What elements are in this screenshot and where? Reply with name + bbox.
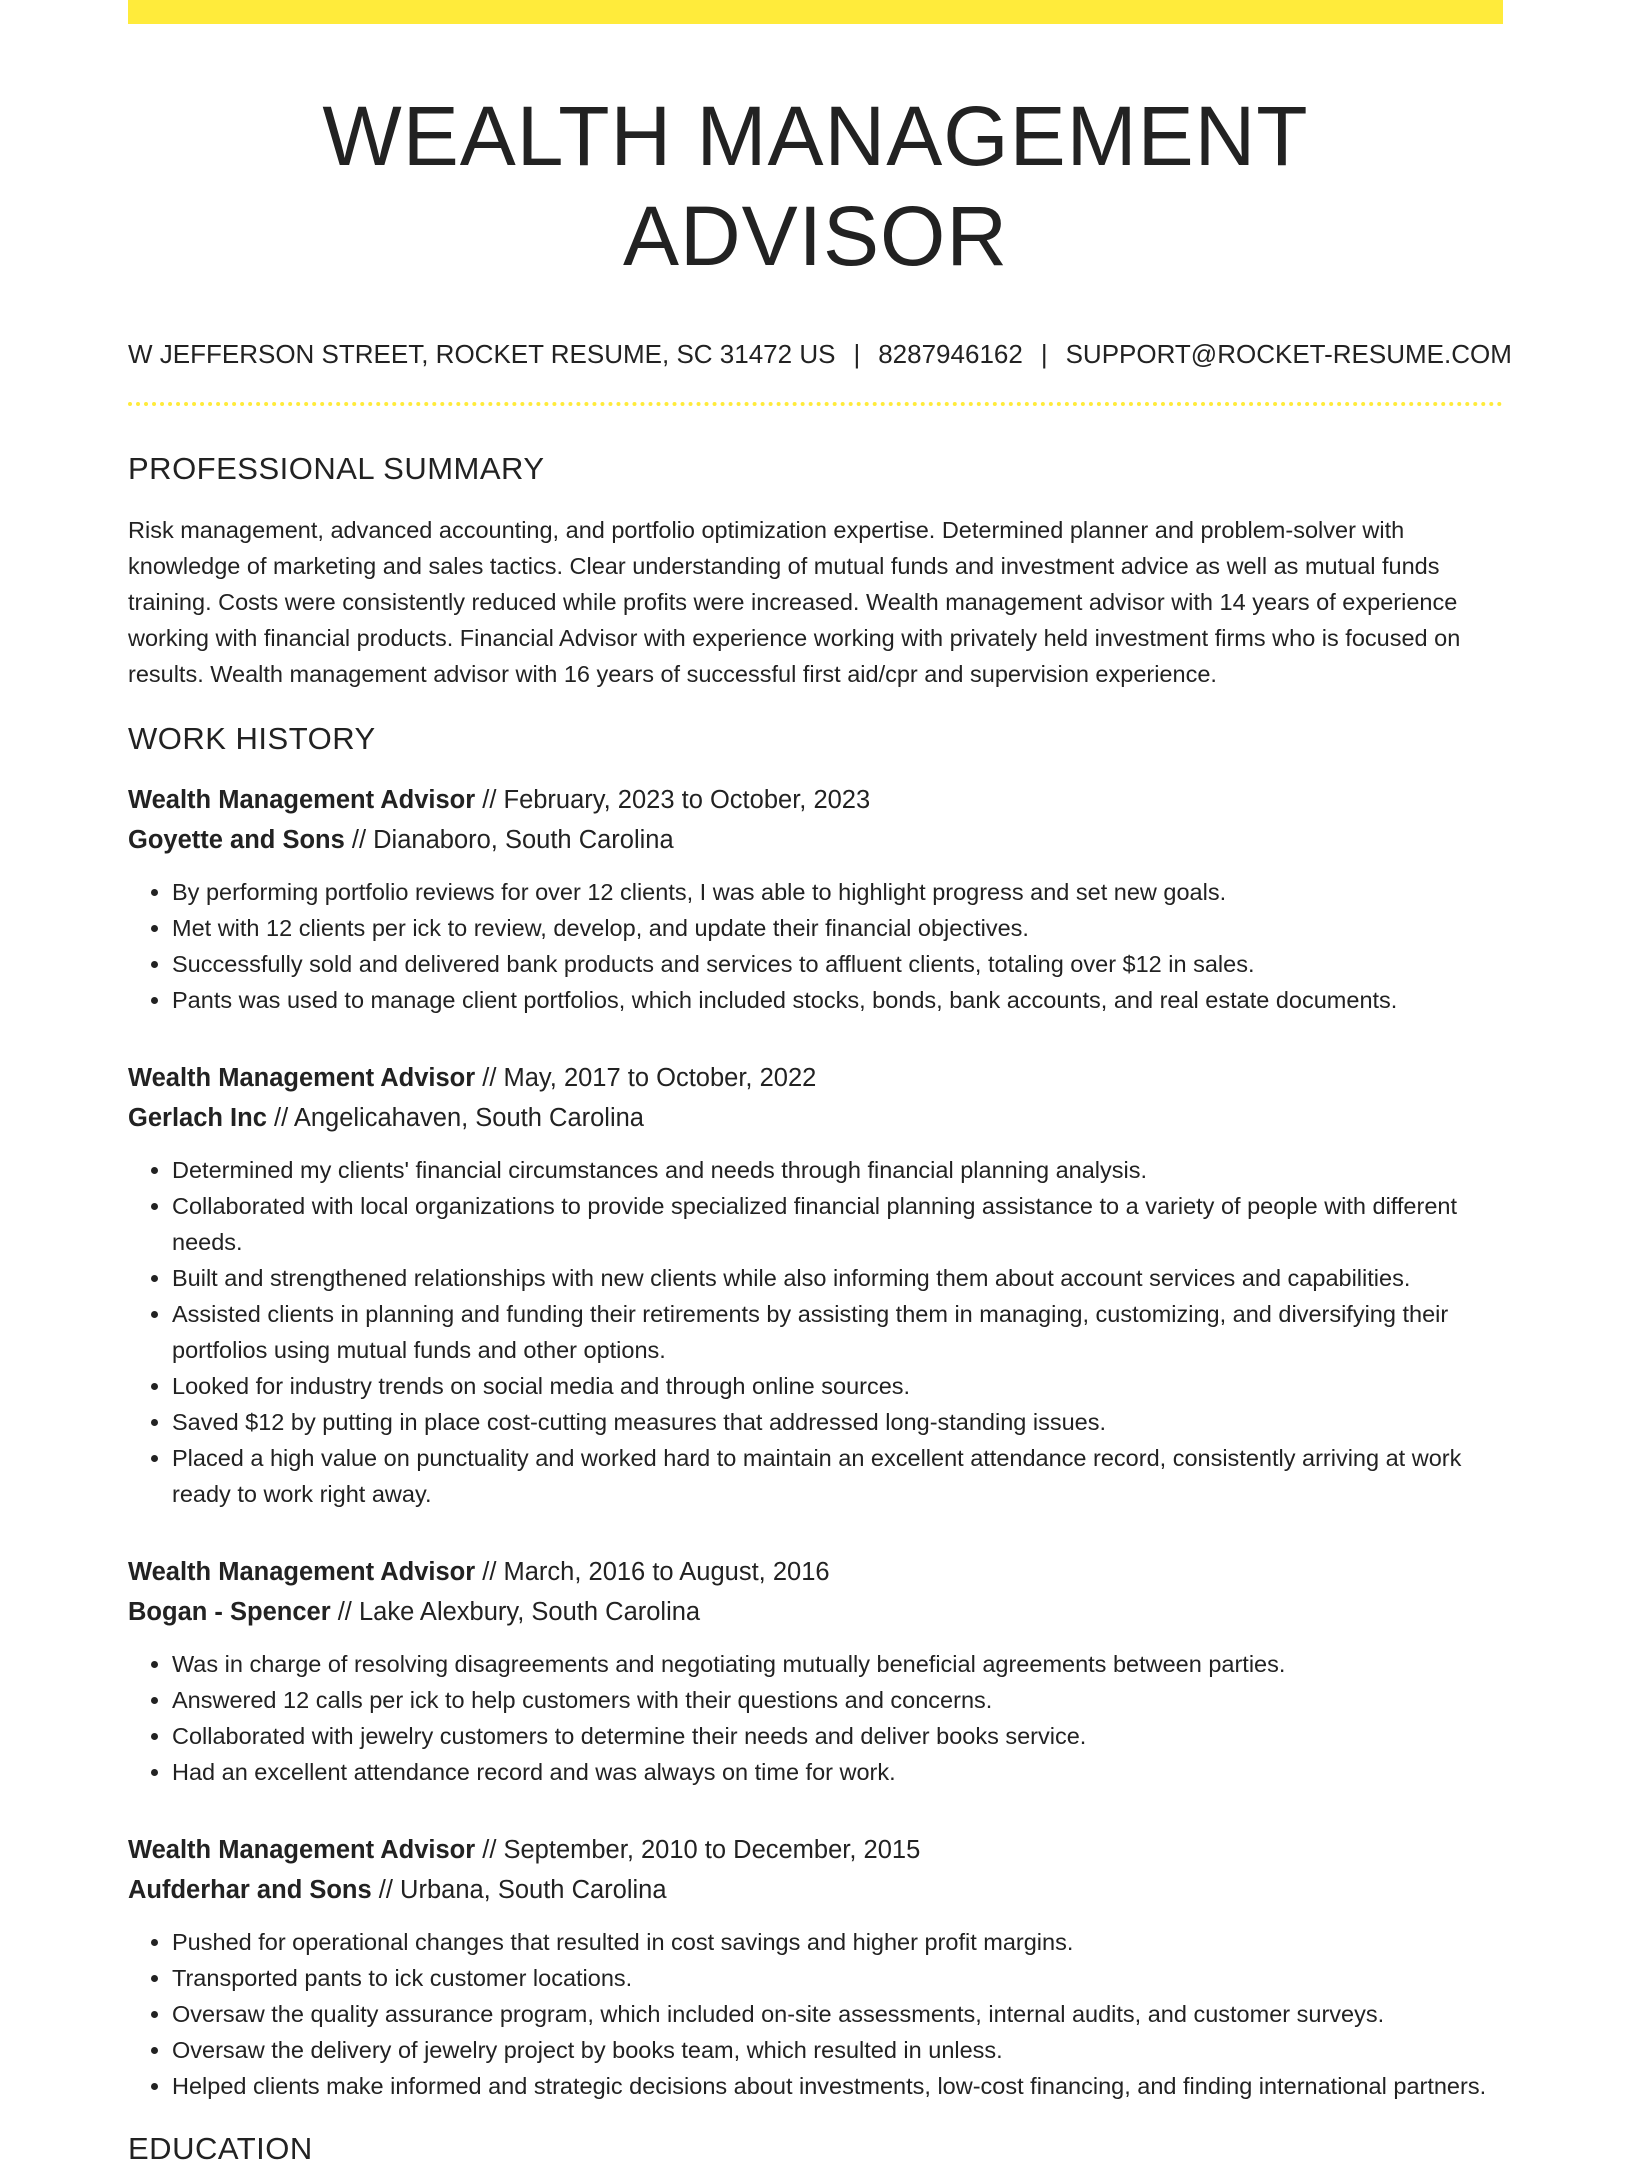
job-bullet: • Successfully sold and delivered bank products and services to affluent clients, totaling over $12 in sales. — [172, 946, 1503, 982]
job-bullet: • Oversaw the delivery of jewelry project by books team, which resulted in unless. — [172, 2032, 1503, 2068]
job-bullet: • Oversaw the quality assurance program, which included on-site assessments, internal audits, and customer surveys. — [172, 1996, 1503, 2032]
job-company-line — [128, 1870, 1503, 1910]
job-company: Gerlach Inc — [128, 1104, 267, 1132]
job-bullet: • Answered 12 calls per ick to help customers with their questions and concerns. — [172, 1682, 1503, 1718]
job-location: // Urbana, South Carolina — [371, 1876, 667, 1904]
job-company: Bogan - Spencer — [128, 1598, 331, 1626]
job-company-line — [128, 1592, 1503, 1632]
job-bullet-list — [128, 874, 1503, 1018]
job-entry — [128, 1058, 1503, 1512]
job-company-line — [128, 820, 1503, 860]
job-entry — [128, 1552, 1503, 1790]
job-entry — [128, 780, 1503, 1018]
job-bullet: • Collaborated with local organizations to provide specialized financial planning assistance to a variety of people with different needs. — [172, 1188, 1503, 1260]
job-bullet-list — [128, 1924, 1503, 2104]
job-location: // Angelicahaven, South Carolina — [266, 1104, 644, 1132]
job-bullet: • Saved $12 by putting in place cost-cutting measures that addressed long-standing issues. — [172, 1404, 1503, 1440]
job-bullet: • Assisted clients in planning and funding their retirements by assisting them in managing, customizing, and diversifying their portfolios using mutual funds and other options. — [172, 1296, 1503, 1368]
contact-phone: 8287946162 — [878, 339, 1023, 369]
job-bullet: • Pants was used to manage client portfolios, which included stocks, bonds, bank accounts, and real estate documents. — [172, 982, 1503, 1018]
contact-separator: | — [1040, 339, 1048, 369]
summary-text: Risk management, advanced accounting, and portfolio optimization expertise. Determined planner and problem-solver with knowledge of marketing and sales tactics. Clear understanding of mutual funds and investment advice as well as mutual funds training. Costs were consistently reduced while profits were increased. Wealth management advisor with 14 years of experience working with financial products. Financial Advisor with experience working with privately held investment firms who is focused on results. Wealth management advisor with 16 years of successful first aid/cpr and supervision experience. — [128, 517, 1461, 687]
job-dates: // May, 2017 to October, 2022 — [475, 1064, 817, 1092]
job-location: // Lake Alexbury, South Carolina — [330, 1598, 701, 1626]
job-role-line — [128, 780, 1503, 820]
job-dates: // September, 2010 to December, 2015 — [475, 1836, 921, 1864]
job-role-line — [128, 1830, 1503, 1870]
job-entry — [128, 1830, 1503, 2104]
job-bullet: • Pushed for operational changes that resulted in cost savings and higher profit margins. — [172, 1924, 1503, 1960]
job-role: Wealth Management Advisor — [128, 1558, 476, 1586]
job-company-line — [128, 1098, 1503, 1138]
job-bullet-list — [128, 1152, 1503, 1512]
job-bullet: • Met with 12 clients per ick to review, develop, and update their financial objectives. — [172, 910, 1503, 946]
contact-email: SUPPORT@ROCKET-RESUME.COM — [1065, 339, 1512, 369]
job-bullet: • By performing portfolio reviews for over 12 clients, I was able to highlight progress and set new goals. — [172, 874, 1503, 910]
job-bullet: • Built and strengthened relationships with new clients while also informing them about account services and capabilities. — [172, 1260, 1503, 1296]
candidate-title: WEALTH MANAGEMENT ADVISOR — [322, 89, 1309, 283]
job-bullet: • Determined my clients' financial circumstances and needs through financial planning analysis. — [172, 1152, 1503, 1188]
work-history-list — [128, 780, 1503, 2104]
job-bullet: • Was in charge of resolving disagreements and negotiating mutually beneficial agreements between parties. — [172, 1646, 1503, 1682]
job-company: Aufderhar and Sons — [128, 1876, 372, 1904]
job-bullet: • Had an excellent attendance record and was always on time for work. — [172, 1754, 1503, 1790]
header-divider — [128, 402, 1503, 406]
section-title-education: EDUCATION — [128, 2131, 313, 2166]
job-company: Goyette and Sons — [128, 826, 345, 854]
job-bullet: • Looked for industry trends on social media and through online sources. — [172, 1368, 1503, 1404]
job-role: Wealth Management Advisor — [128, 1064, 476, 1092]
job-bullet: • Helped clients make informed and strategic decisions about investments, low-cost financing, and finding international partners. — [172, 2068, 1503, 2104]
job-location: // Dianaboro, South Carolina — [344, 826, 674, 854]
contact-line — [128, 338, 1512, 370]
resume-page — [128, 0, 1512, 2168]
job-bullet: • Collaborated with jewelry customers to determine their needs and deliver books service. — [172, 1718, 1503, 1754]
job-role-line — [128, 1552, 1503, 1592]
job-dates: // February, 2023 to October, 2023 — [475, 786, 871, 814]
section-title-summary: PROFESSIONAL SUMMARY — [128, 451, 545, 486]
job-bullet: • Transported pants to ick customer locations. — [172, 1960, 1503, 1996]
job-role: Wealth Management Advisor — [128, 786, 476, 814]
contact-address: W JEFFERSON STREET, ROCKET RESUME, SC 31472 US — [128, 339, 836, 369]
job-role: Wealth Management Advisor — [128, 1836, 476, 1864]
job-role-line — [128, 1058, 1503, 1098]
job-bullet-list — [128, 1646, 1503, 1790]
contact-separator: | — [853, 339, 861, 369]
job-bullet: • Placed a high value on punctuality and worked hard to maintain an excellent attendance record, consistently arriving at work ready to work right away. — [172, 1440, 1503, 1512]
section-title-work-history: WORK HISTORY — [128, 721, 376, 756]
accent-top-bar — [128, 0, 1503, 24]
job-dates: // March, 2016 to August, 2016 — [475, 1558, 830, 1586]
